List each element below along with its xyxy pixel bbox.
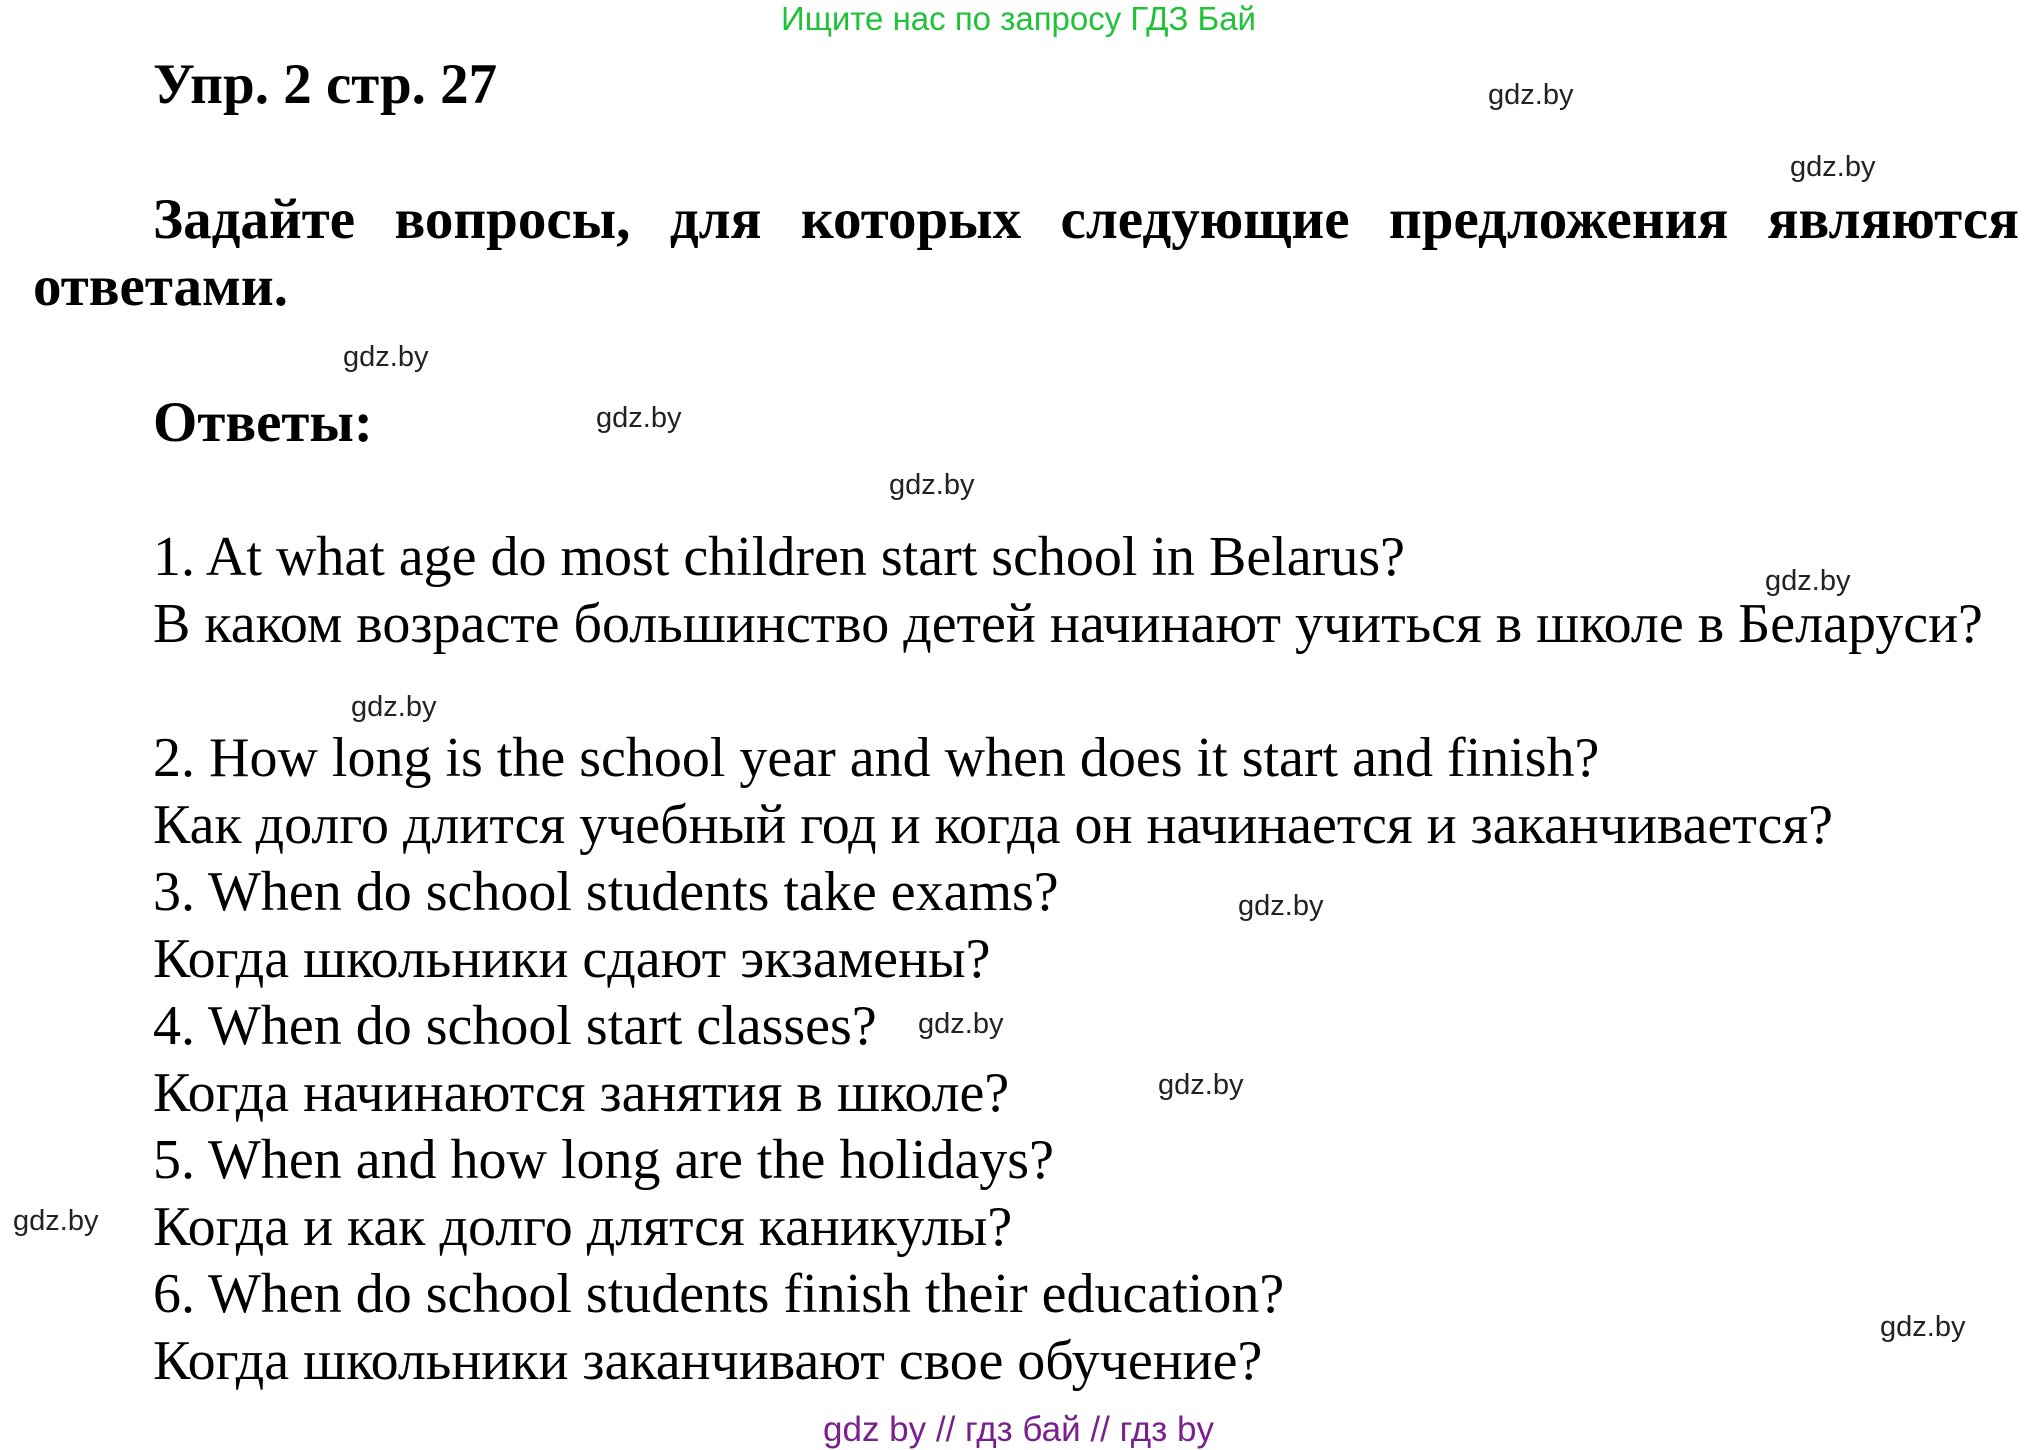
watermark: gdz.by (343, 341, 429, 373)
answer-2-english: 2. How long is the school year and when does it start and finish? (153, 727, 1600, 789)
watermark: gdz.by (13, 1205, 99, 1237)
watermark: gdz.by (1158, 1069, 1244, 1101)
answer-3-russian: Когда школьники сдают экзамены? (153, 928, 991, 990)
watermark: gdz.by (1238, 890, 1324, 922)
site-banner: Ищите нас по запросу ГДЗ Бай (781, 0, 1256, 37)
footer-credits: gdz by // гдз бай // гдз by (823, 1410, 1214, 1449)
exercise-heading: Упр. 2 стр. 27 (153, 53, 498, 116)
answer-4-russian: Когда начинаются занятия в школе? (153, 1062, 1010, 1124)
answer-3-english: 3. When do school students take exams? (153, 861, 1059, 923)
watermark: gdz.by (1765, 565, 1851, 597)
answer-6-russian: Когда школьники заканчивают свое обучение? (153, 1330, 1263, 1392)
answer-1-russian: В каком возрасте большинство детей начинают учиться в школе в Беларуси? (153, 593, 1983, 655)
watermark: gdz.by (596, 402, 682, 434)
answer-5-russian: Когда и как долго длятся каникулы? (153, 1196, 1013, 1258)
answer-2-russian: Как долго длится учебный год и когда он начинается и заканчивается? (153, 794, 1833, 856)
watermark: gdz.by (1880, 1311, 1966, 1343)
answer-6-english: 6. When do school students finish their education? (153, 1263, 1285, 1325)
watermark: gdz.by (1488, 79, 1574, 111)
answer-5-english: 5. When and how long are the holidays? (153, 1129, 1054, 1191)
watermark: gdz.by (351, 691, 437, 723)
watermark: gdz.by (889, 469, 975, 501)
answer-1-english: 1. At what age do most children start school in Belarus? (153, 526, 1405, 588)
answer-4-english: 4. When do school start classes? (153, 995, 877, 1057)
watermark: gdz.by (1790, 151, 1876, 183)
answers-label: Ответы: (153, 391, 373, 454)
watermark: gdz.by (918, 1008, 1004, 1040)
task-instruction: Задайте вопросы, для которых следующие предложения являются ответами. (33, 188, 2019, 318)
